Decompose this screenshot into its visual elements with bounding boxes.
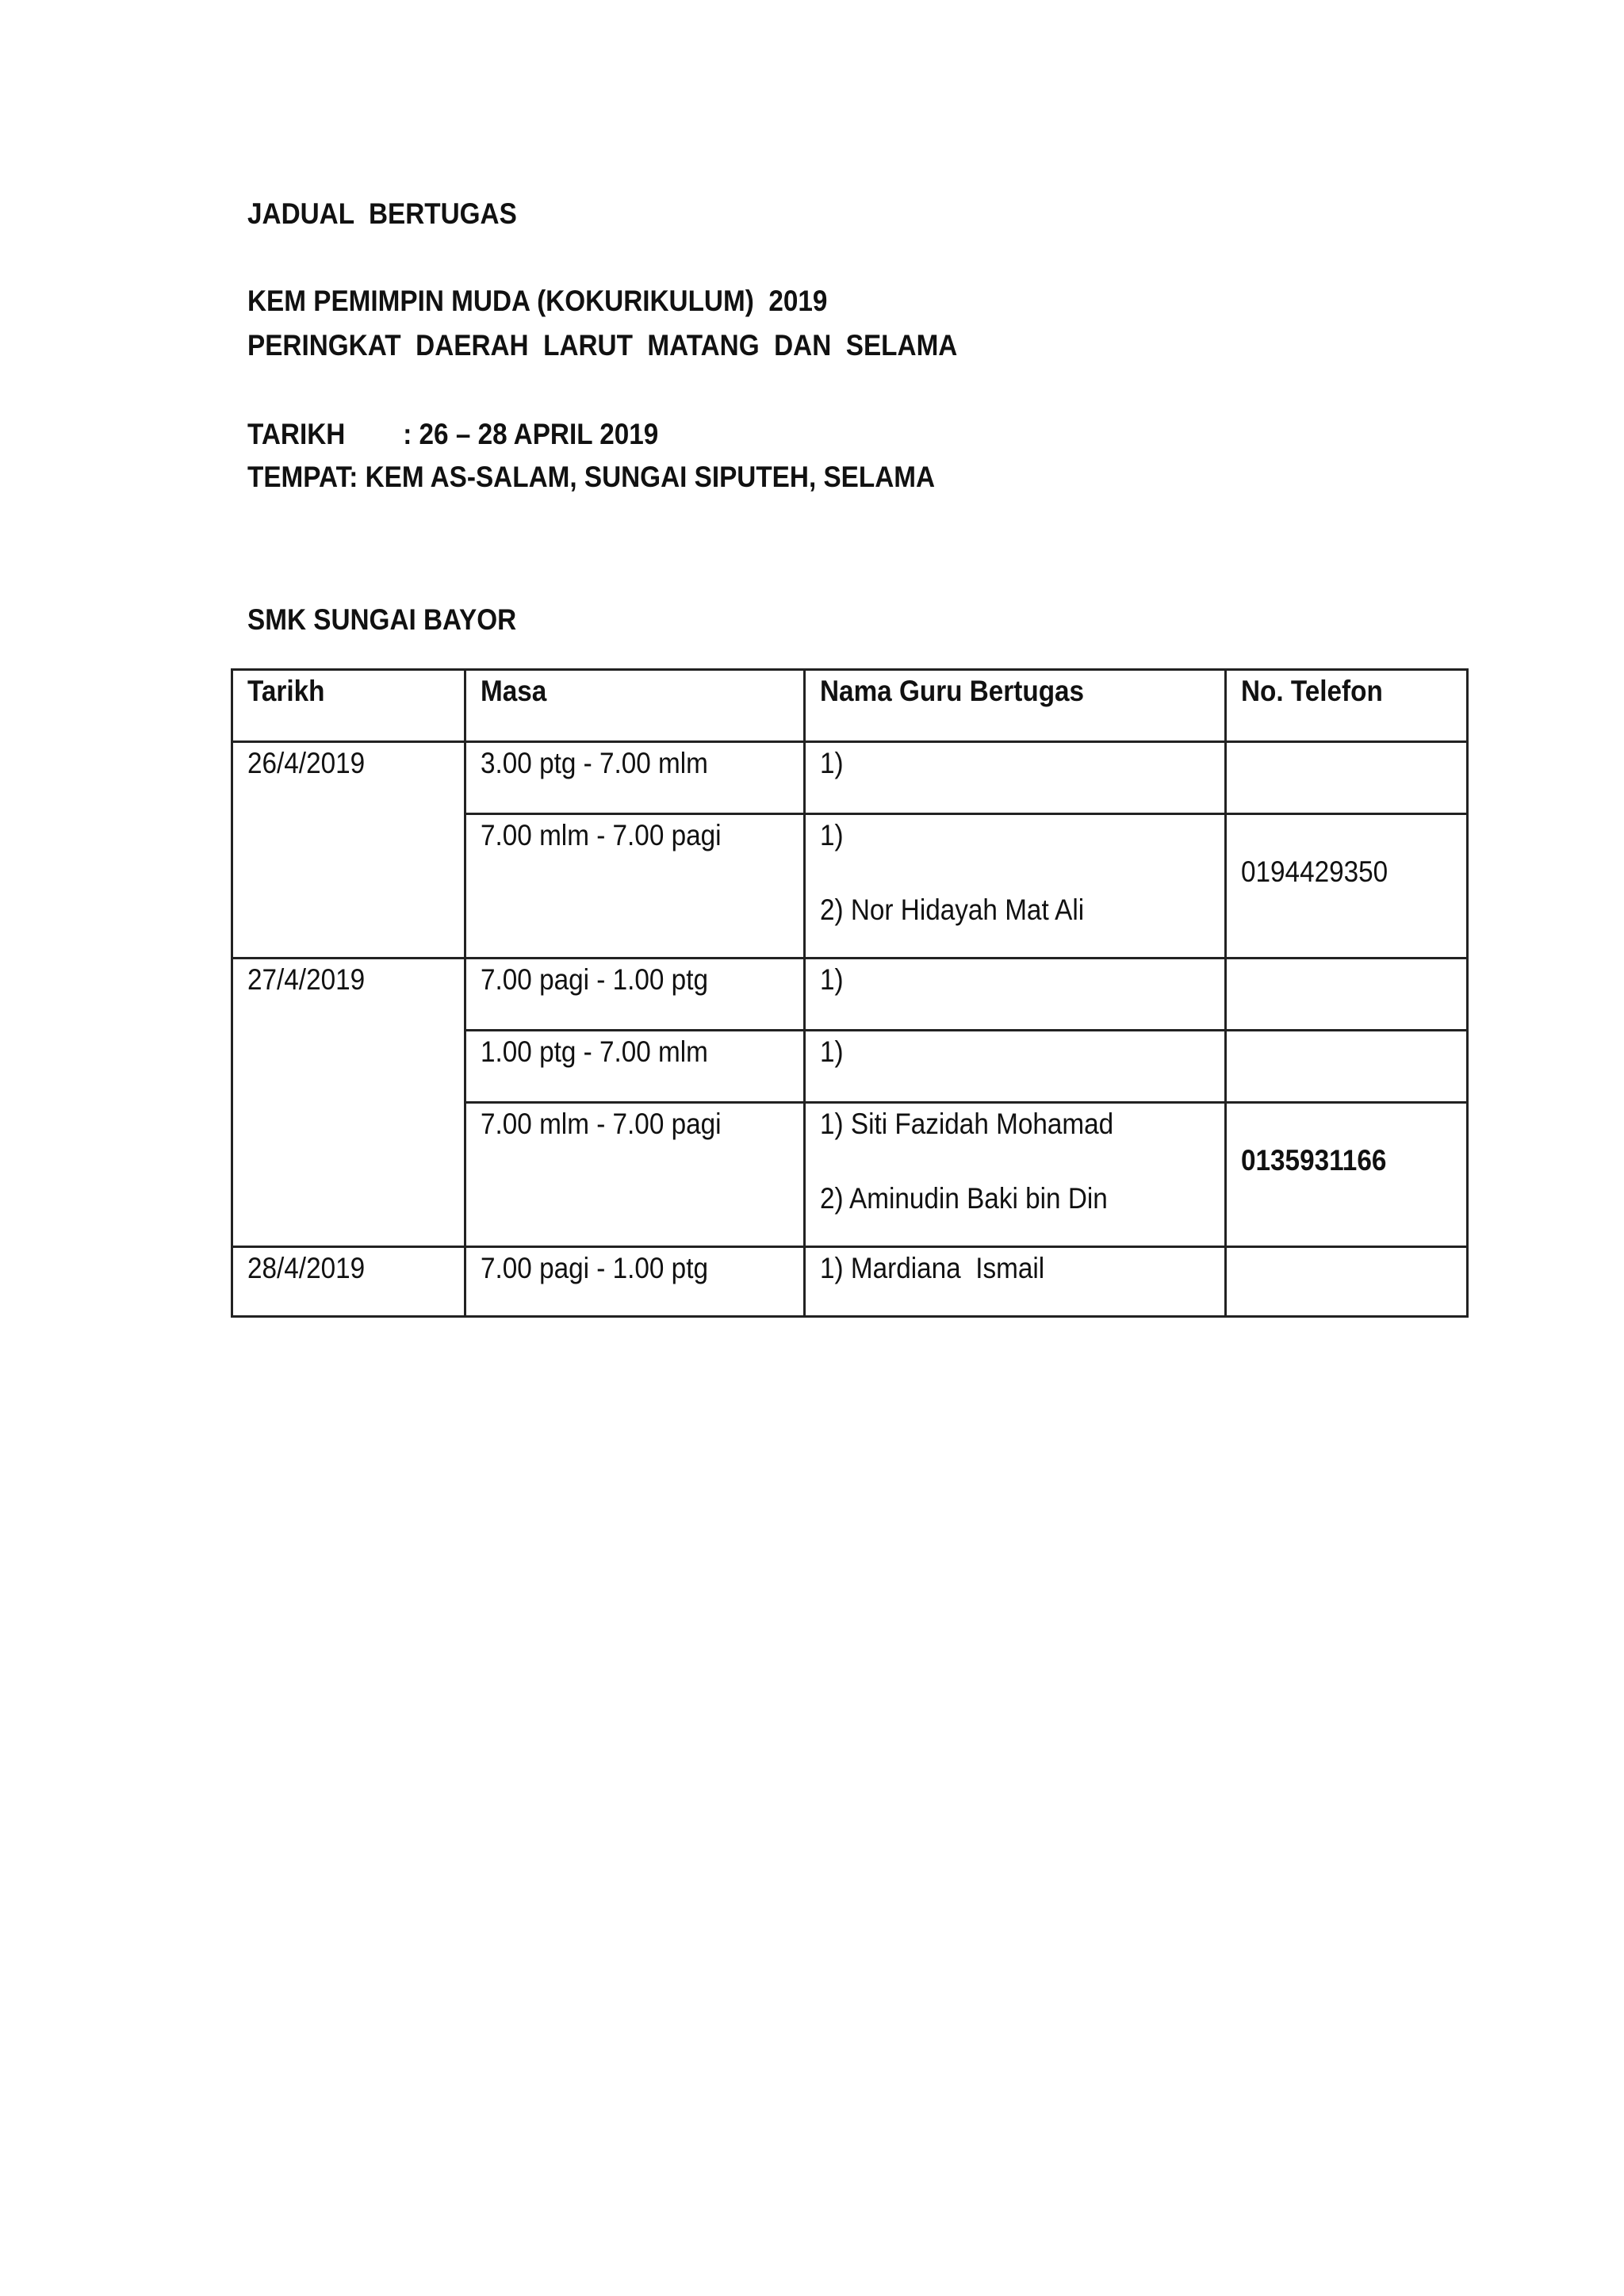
time-cell: 7.00 mlm - 7.00 pagi [465, 1103, 805, 1247]
document-title: JADUAL BERTUGAS [247, 197, 517, 230]
time-cell: 7.00 pagi - 1.00 ptg [465, 1247, 805, 1317]
phone-number: 0194429350 [1241, 855, 1388, 888]
date-cell: 26/4/2019 [232, 742, 465, 959]
event-title: KEM PEMIMPIN MUDA (KOKURIKULUM) 2019 [247, 285, 828, 317]
place-line [247, 460, 935, 495]
place-label: TEMPAT [247, 461, 350, 493]
event-level: PERINGKAT DAERAH LARUT MATANG DAN SELAMA [247, 329, 958, 362]
teacher-line-2: 2) Nor Hidayah Mat Ali [820, 894, 1085, 926]
teacher-cell: 1) [805, 959, 1226, 1031]
duty-schedule-table [231, 668, 1469, 1318]
date-label: TARIKH [247, 418, 346, 450]
teacher-line-2: 2) Aminudin Baki bin Din [820, 1182, 1108, 1215]
table-row [232, 1247, 1468, 1317]
teacher-cell: 1) [805, 742, 1226, 814]
header-nama: Nama Guru Bertugas [805, 670, 1226, 742]
place-value: : KEM AS-SALAM, SUNGAI SIPUTEH, SELAMA [349, 461, 936, 493]
phone-cell [1226, 742, 1468, 814]
time-cell: 7.00 mlm - 7.00 pagi [465, 814, 805, 959]
phone-cell [1226, 1103, 1468, 1247]
teacher-line-1: 1) [820, 819, 844, 851]
header-telefon: No. Telefon [1226, 670, 1468, 742]
date-line [247, 417, 658, 452]
phone-cell [1226, 1031, 1468, 1103]
phone-cell [1226, 1247, 1468, 1317]
phone-cell [1226, 814, 1468, 959]
phone-cell [1226, 959, 1468, 1031]
header-tarikh: Tarikh [232, 670, 465, 742]
date-cell: 28/4/2019 [232, 1247, 465, 1317]
teacher-line-1: 1) Siti Fazidah Mohamad [820, 1108, 1114, 1140]
date-value: : 26 – 28 APRIL 2019 [403, 418, 659, 450]
date-cell: 27/4/2019 [232, 959, 465, 1247]
header-masa: Masa [465, 670, 805, 742]
teacher-cell: 1) Mardiana Ismail [805, 1247, 1226, 1317]
time-cell: 1.00 ptg - 7.00 mlm [465, 1031, 805, 1103]
time-cell: 3.00 ptg - 7.00 mlm [465, 742, 805, 814]
table-row [232, 959, 1468, 1031]
teacher-cell [805, 1103, 1226, 1247]
school-name: SMK SUNGAI BAYOR [247, 603, 517, 636]
teacher-cell [805, 814, 1226, 959]
table-row [232, 742, 1468, 814]
table-header-row [232, 670, 1468, 742]
phone-number: 0135931166 [1241, 1144, 1387, 1177]
teacher-cell: 1) [805, 1031, 1226, 1103]
time-cell: 7.00 pagi - 1.00 ptg [465, 959, 805, 1031]
